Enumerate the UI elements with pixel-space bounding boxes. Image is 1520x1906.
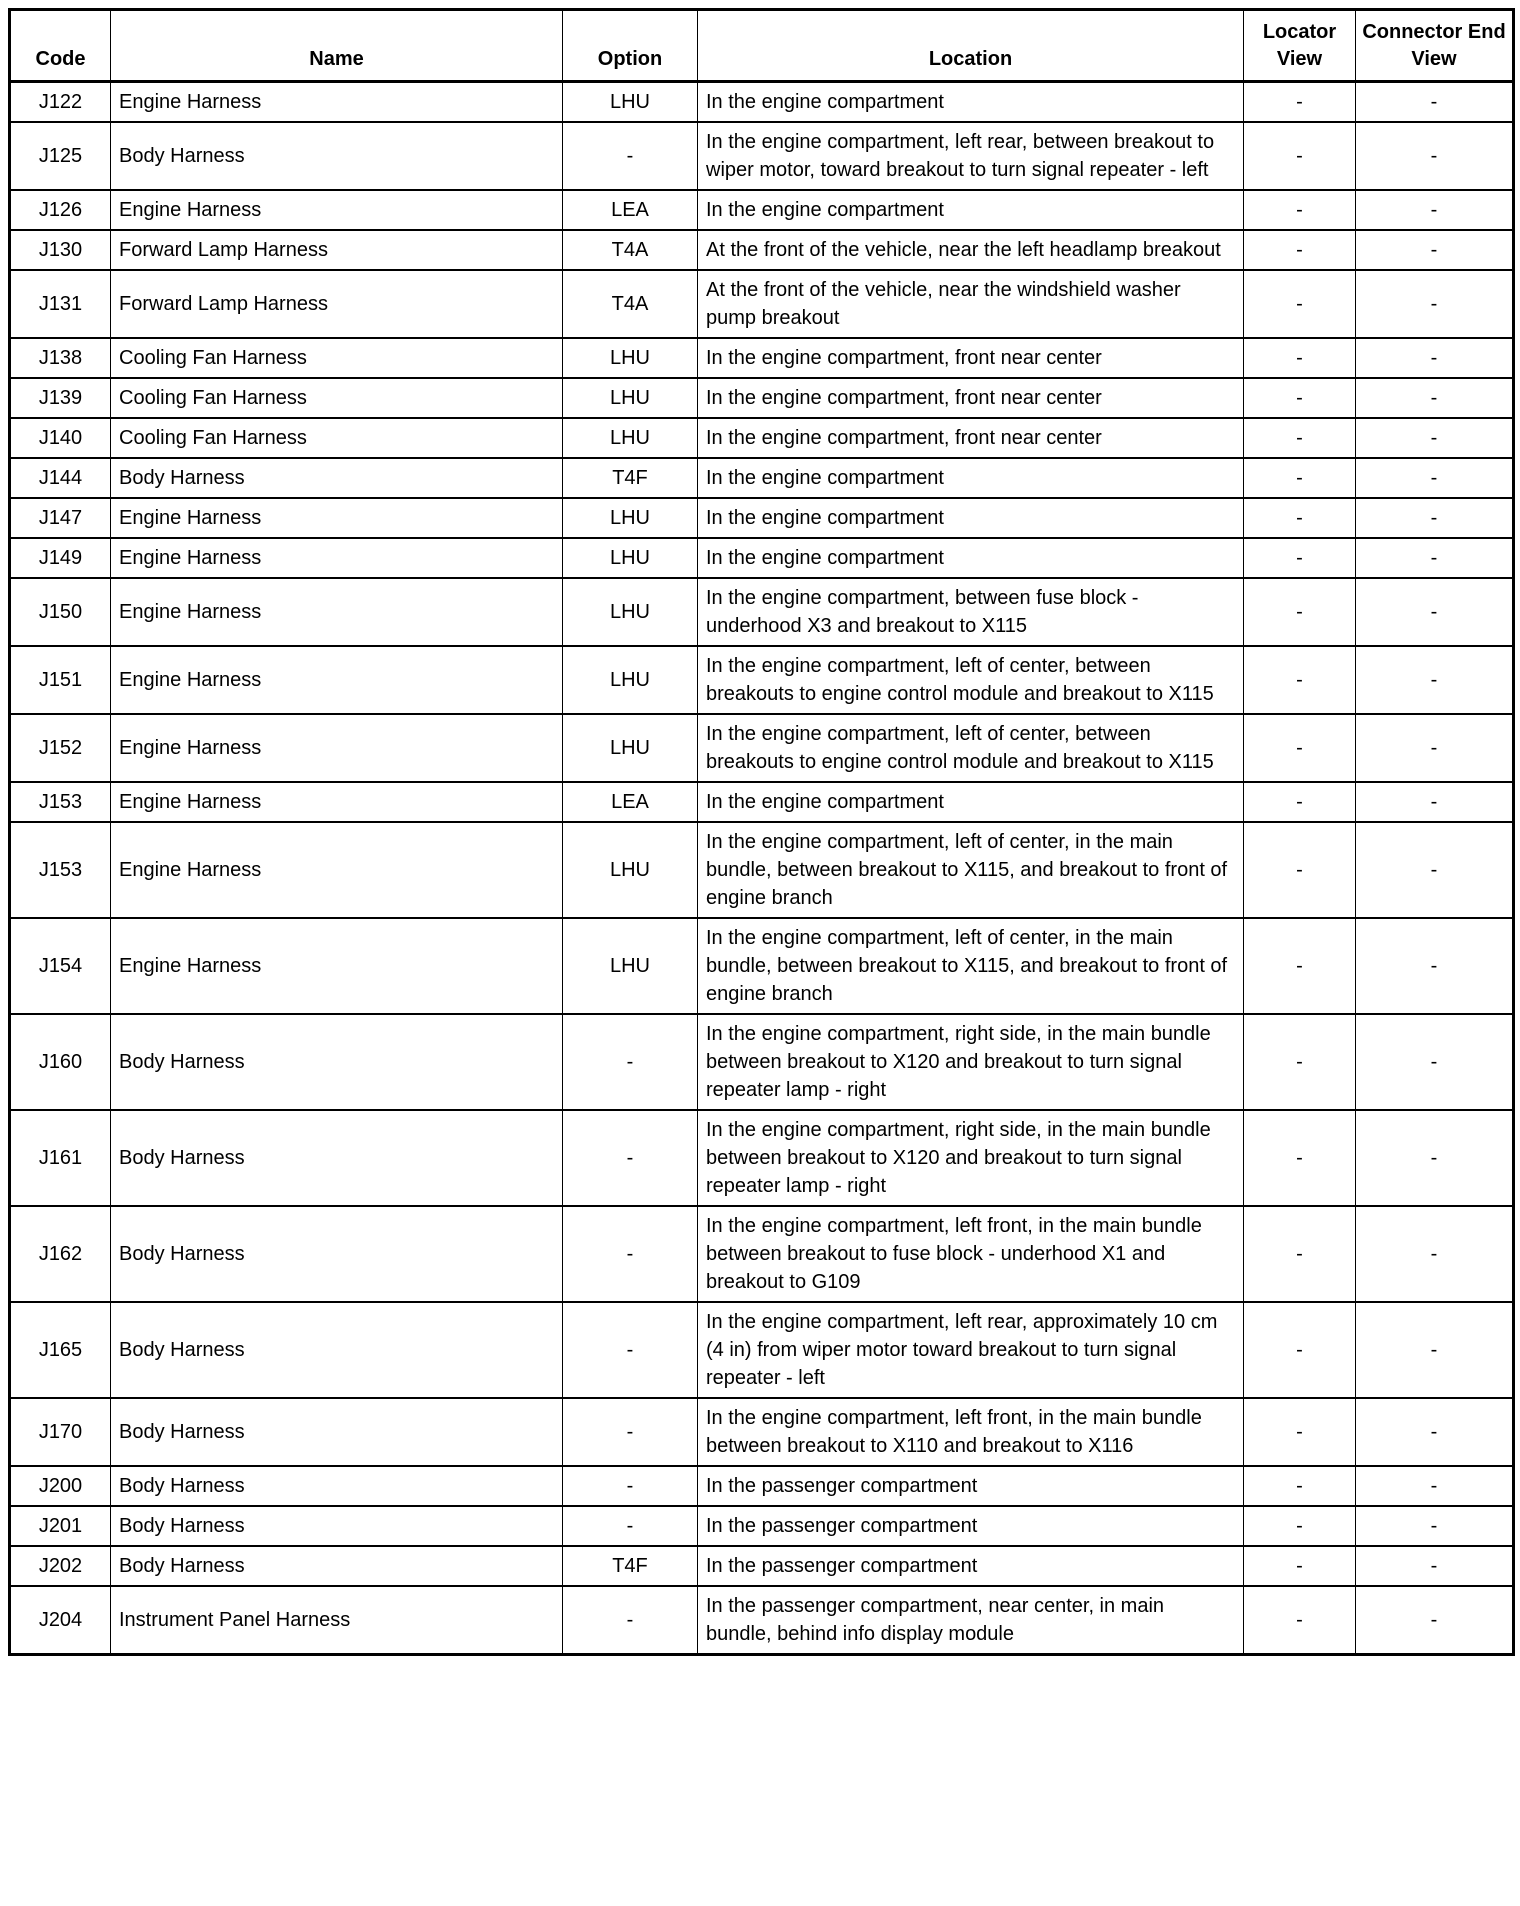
cell-code: J201 <box>10 1506 111 1546</box>
cell-connector_end_view: - <box>1356 1506 1514 1546</box>
cell-option: LHU <box>563 538 698 578</box>
cell-option: - <box>563 1466 698 1506</box>
cell-name: Body Harness <box>111 1014 563 1110</box>
cell-connector_end_view: - <box>1356 378 1514 418</box>
cell-connector_end_view: - <box>1356 578 1514 646</box>
cell-locator_view: - <box>1244 918 1356 1014</box>
cell-locator_view: - <box>1244 190 1356 230</box>
cell-option: LHU <box>563 82 698 123</box>
cell-option: LHU <box>563 646 698 714</box>
cell-location: In the engine compartment, left of center, between breakouts to engine control module and breakout to X115 <box>698 714 1244 782</box>
cell-location: At the front of the vehicle, near the windshield washer pump breakout <box>698 270 1244 338</box>
cell-code: J130 <box>10 230 111 270</box>
cell-locator_view: - <box>1244 1586 1356 1655</box>
table-row <box>10 122 1514 190</box>
cell-locator_view: - <box>1244 1206 1356 1302</box>
cell-locator_view: - <box>1244 122 1356 190</box>
cell-location: In the engine compartment <box>698 782 1244 822</box>
table-row <box>10 578 1514 646</box>
table-row <box>10 270 1514 338</box>
cell-code: J138 <box>10 338 111 378</box>
cell-connector_end_view: - <box>1356 918 1514 1014</box>
cell-option: - <box>563 1206 698 1302</box>
table-row <box>10 1586 1514 1655</box>
cell-name: Body Harness <box>111 1546 563 1586</box>
cell-location: In the engine compartment, between fuse block - underhood X3 and breakout to X115 <box>698 578 1244 646</box>
column-header-location: Location <box>698 10 1244 82</box>
cell-option: LHU <box>563 338 698 378</box>
cell-name: Cooling Fan Harness <box>111 418 563 458</box>
cell-option: - <box>563 1506 698 1546</box>
cell-connector_end_view: - <box>1356 122 1514 190</box>
cell-name: Engine Harness <box>111 578 563 646</box>
cell-code: J152 <box>10 714 111 782</box>
cell-option: - <box>563 122 698 190</box>
table-row <box>10 378 1514 418</box>
cell-connector_end_view: - <box>1356 1206 1514 1302</box>
cell-location: In the passenger compartment <box>698 1466 1244 1506</box>
cell-connector_end_view: - <box>1356 1586 1514 1655</box>
cell-name: Forward Lamp Harness <box>111 270 563 338</box>
cell-option: T4F <box>563 1546 698 1586</box>
cell-location: In the passenger compartment <box>698 1506 1244 1546</box>
cell-locator_view: - <box>1244 498 1356 538</box>
cell-locator_view: - <box>1244 1506 1356 1546</box>
cell-option: LHU <box>563 918 698 1014</box>
table-row <box>10 782 1514 822</box>
table-row <box>10 1466 1514 1506</box>
cell-location: In the engine compartment, right side, in the main bundle between breakout to X120 and breakout to turn signal repeater lamp - right <box>698 1014 1244 1110</box>
cell-name: Engine Harness <box>111 82 563 123</box>
cell-locator_view: - <box>1244 782 1356 822</box>
cell-code: J161 <box>10 1110 111 1206</box>
cell-connector_end_view: - <box>1356 822 1514 918</box>
column-header-code: Code <box>10 10 111 82</box>
cell-connector_end_view: - <box>1356 1110 1514 1206</box>
cell-option: T4A <box>563 270 698 338</box>
cell-connector_end_view: - <box>1356 190 1514 230</box>
cell-locator_view: - <box>1244 338 1356 378</box>
cell-connector_end_view: - <box>1356 498 1514 538</box>
cell-option: - <box>563 1110 698 1206</box>
cell-name: Engine Harness <box>111 538 563 578</box>
table-row <box>10 458 1514 498</box>
cell-code: J153 <box>10 782 111 822</box>
cell-name: Engine Harness <box>111 822 563 918</box>
cell-code: J170 <box>10 1398 111 1466</box>
column-header-name: Name <box>111 10 563 82</box>
cell-location: At the front of the vehicle, near the left headlamp breakout <box>698 230 1244 270</box>
cell-name: Body Harness <box>111 1506 563 1546</box>
cell-connector_end_view: - <box>1356 1546 1514 1586</box>
cell-code: J139 <box>10 378 111 418</box>
table-row <box>10 190 1514 230</box>
cell-name: Body Harness <box>111 1466 563 1506</box>
cell-locator_view: - <box>1244 270 1356 338</box>
cell-name: Body Harness <box>111 1110 563 1206</box>
cell-option: LEA <box>563 782 698 822</box>
table-row <box>10 418 1514 458</box>
cell-locator_view: - <box>1244 1014 1356 1110</box>
cell-location: In the engine compartment <box>698 538 1244 578</box>
cell-connector_end_view: - <box>1356 1398 1514 1466</box>
cell-locator_view: - <box>1244 1466 1356 1506</box>
cell-code: J147 <box>10 498 111 538</box>
cell-connector_end_view: - <box>1356 458 1514 498</box>
cell-location: In the engine compartment, front near center <box>698 338 1244 378</box>
table-row <box>10 1302 1514 1398</box>
cell-name: Cooling Fan Harness <box>111 378 563 418</box>
column-header-connector_end_view: Connector End View <box>1356 10 1514 82</box>
cell-option: LHU <box>563 498 698 538</box>
cell-option: LHU <box>563 714 698 782</box>
cell-option: - <box>563 1014 698 1110</box>
cell-connector_end_view: - <box>1356 782 1514 822</box>
cell-code: J204 <box>10 1586 111 1655</box>
cell-connector_end_view: - <box>1356 1014 1514 1110</box>
cell-name: Engine Harness <box>111 190 563 230</box>
cell-location: In the engine compartment, left rear, between breakout to wiper motor, toward breakout to turn signal repeater - left <box>698 122 1244 190</box>
cell-locator_view: - <box>1244 82 1356 123</box>
cell-location: In the engine compartment, front near center <box>698 418 1244 458</box>
cell-location: In the engine compartment <box>698 458 1244 498</box>
table-row <box>10 1110 1514 1206</box>
cell-connector_end_view: - <box>1356 270 1514 338</box>
cell-connector_end_view: - <box>1356 1466 1514 1506</box>
cell-locator_view: - <box>1244 646 1356 714</box>
cell-name: Engine Harness <box>111 646 563 714</box>
cell-location: In the engine compartment, left of center, in the main bundle, between breakout to X115, and breakout to front of engine branch <box>698 822 1244 918</box>
table-row <box>10 1506 1514 1546</box>
table-row <box>10 1398 1514 1466</box>
cell-locator_view: - <box>1244 230 1356 270</box>
cell-locator_view: - <box>1244 538 1356 578</box>
cell-name: Engine Harness <box>111 498 563 538</box>
table-row <box>10 230 1514 270</box>
cell-code: J125 <box>10 122 111 190</box>
cell-code: J126 <box>10 190 111 230</box>
cell-name: Cooling Fan Harness <box>111 338 563 378</box>
column-header-option: Option <box>563 10 698 82</box>
cell-code: J200 <box>10 1466 111 1506</box>
table-row <box>10 498 1514 538</box>
table-row <box>10 1546 1514 1586</box>
cell-location: In the engine compartment <box>698 190 1244 230</box>
cell-locator_view: - <box>1244 418 1356 458</box>
cell-locator_view: - <box>1244 1546 1356 1586</box>
cell-location: In the engine compartment <box>698 498 1244 538</box>
cell-name: Instrument Panel Harness <box>111 1586 563 1655</box>
cell-name: Forward Lamp Harness <box>111 230 563 270</box>
cell-option: - <box>563 1586 698 1655</box>
cell-code: J165 <box>10 1302 111 1398</box>
cell-connector_end_view: - <box>1356 418 1514 458</box>
cell-location: In the engine compartment <box>698 82 1244 123</box>
cell-code: J149 <box>10 538 111 578</box>
cell-option: - <box>563 1398 698 1466</box>
cell-connector_end_view: - <box>1356 338 1514 378</box>
cell-locator_view: - <box>1244 578 1356 646</box>
cell-location: In the passenger compartment, near center, in main bundle, behind info display module <box>698 1586 1244 1655</box>
cell-name: Body Harness <box>111 458 563 498</box>
cell-name: Body Harness <box>111 1302 563 1398</box>
table-row <box>10 82 1514 123</box>
cell-location: In the engine compartment, left rear, approximately 10 cm (4 in) from wiper motor toward breakout to turn signal repeater - left <box>698 1302 1244 1398</box>
cell-location: In the engine compartment, left front, in the main bundle between breakout to fuse block - underhood X1 and breakout to G109 <box>698 1206 1244 1302</box>
cell-connector_end_view: - <box>1356 82 1514 123</box>
cell-connector_end_view: - <box>1356 1302 1514 1398</box>
cell-code: J162 <box>10 1206 111 1302</box>
cell-code: J131 <box>10 270 111 338</box>
cell-connector_end_view: - <box>1356 714 1514 782</box>
cell-option: LEA <box>563 190 698 230</box>
cell-location: In the engine compartment, left front, in the main bundle between breakout to X110 and breakout to X116 <box>698 1398 1244 1466</box>
table-row <box>10 538 1514 578</box>
cell-location: In the engine compartment, left of center, in the main bundle, between breakout to X115, and breakout to front of engine branch <box>698 918 1244 1014</box>
cell-option: T4A <box>563 230 698 270</box>
cell-location: In the engine compartment, front near center <box>698 378 1244 418</box>
cell-location: In the engine compartment, left of center, between breakouts to engine control module and breakout to X115 <box>698 646 1244 714</box>
cell-name: Body Harness <box>111 1206 563 1302</box>
cell-connector_end_view: - <box>1356 538 1514 578</box>
cell-locator_view: - <box>1244 378 1356 418</box>
cell-locator_view: - <box>1244 714 1356 782</box>
cell-option: LHU <box>563 578 698 646</box>
cell-code: J202 <box>10 1546 111 1586</box>
cell-locator_view: - <box>1244 1110 1356 1206</box>
cell-code: J144 <box>10 458 111 498</box>
table-row <box>10 918 1514 1014</box>
cell-connector_end_view: - <box>1356 646 1514 714</box>
cell-name: Body Harness <box>111 1398 563 1466</box>
cell-locator_view: - <box>1244 1398 1356 1466</box>
cell-code: J160 <box>10 1014 111 1110</box>
cell-option: - <box>563 1302 698 1398</box>
cell-code: J153 <box>10 822 111 918</box>
cell-code: J122 <box>10 82 111 123</box>
table-row <box>10 338 1514 378</box>
cell-locator_view: - <box>1244 458 1356 498</box>
column-header-locator_view: Locator View <box>1244 10 1356 82</box>
cell-locator_view: - <box>1244 1302 1356 1398</box>
cell-code: J140 <box>10 418 111 458</box>
connector-locations-table <box>8 8 1515 1656</box>
cell-locator_view: - <box>1244 822 1356 918</box>
table-row <box>10 1014 1514 1110</box>
table-row <box>10 646 1514 714</box>
cell-option: LHU <box>563 378 698 418</box>
cell-code: J150 <box>10 578 111 646</box>
cell-name: Engine Harness <box>111 918 563 1014</box>
cell-option: LHU <box>563 418 698 458</box>
header-row <box>10 10 1514 82</box>
cell-name: Body Harness <box>111 122 563 190</box>
cell-name: Engine Harness <box>111 782 563 822</box>
cell-name: Engine Harness <box>111 714 563 782</box>
cell-connector_end_view: - <box>1356 230 1514 270</box>
table-row <box>10 822 1514 918</box>
cell-location: In the engine compartment, right side, in the main bundle between breakout to X120 and breakout to turn signal repeater lamp - right <box>698 1110 1244 1206</box>
cell-option: T4F <box>563 458 698 498</box>
cell-option: LHU <box>563 822 698 918</box>
cell-code: J154 <box>10 918 111 1014</box>
table-row <box>10 714 1514 782</box>
table-row <box>10 1206 1514 1302</box>
cell-code: J151 <box>10 646 111 714</box>
cell-location: In the passenger compartment <box>698 1546 1244 1586</box>
